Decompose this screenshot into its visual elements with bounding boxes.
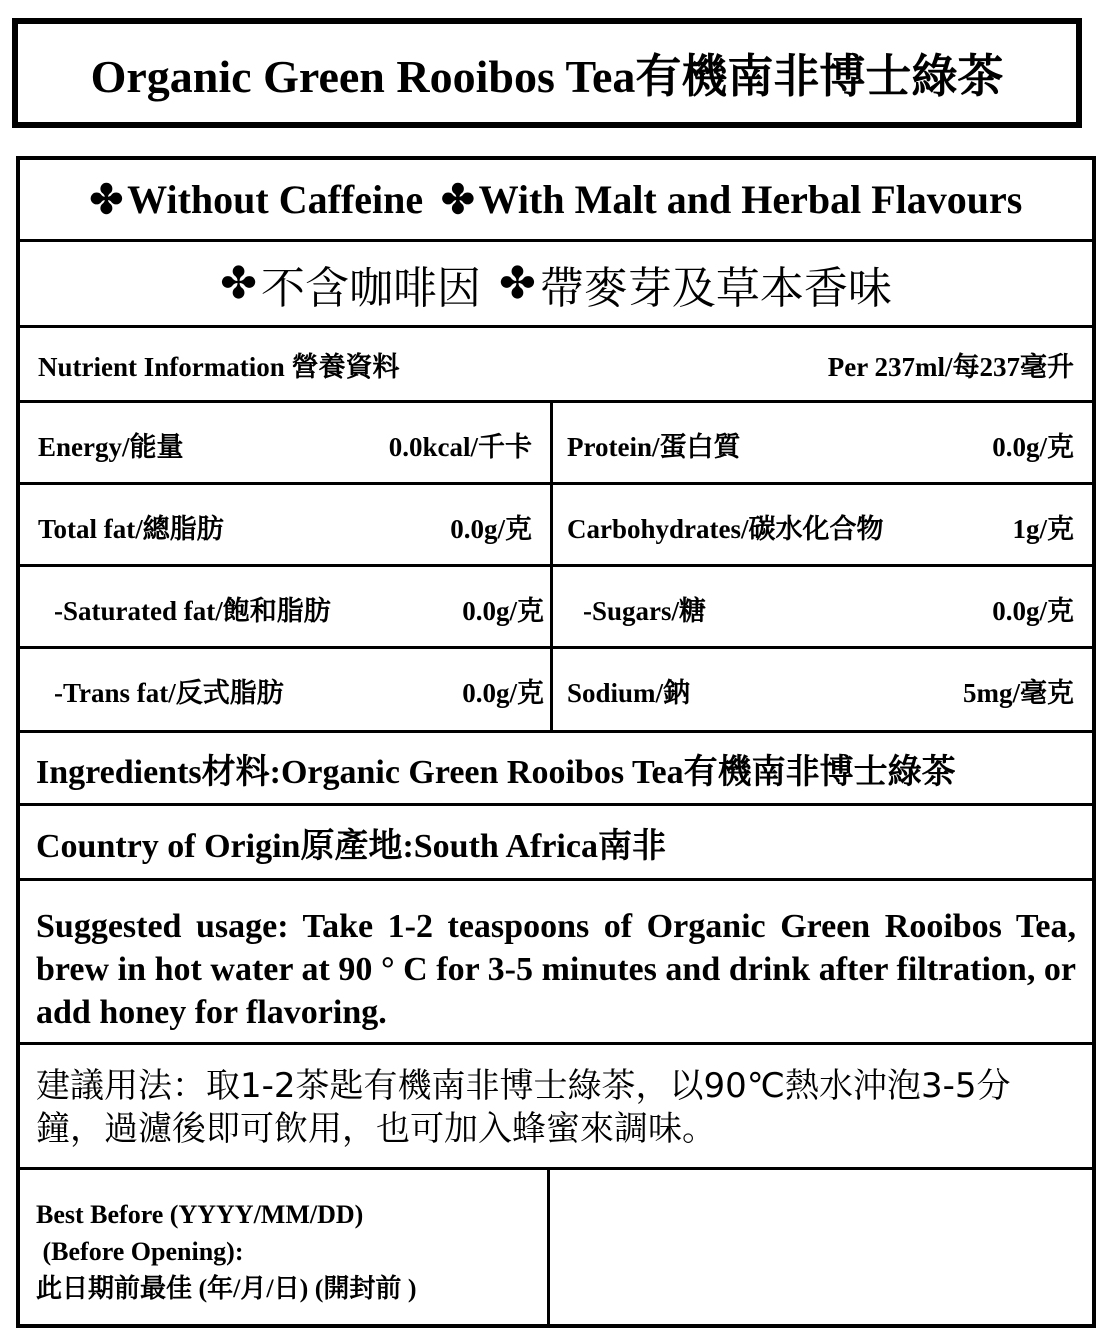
clover-icon: ✤	[499, 258, 536, 309]
clover-icon: ✤	[220, 258, 257, 309]
nutrient-label: Total fat/總脂肪	[38, 513, 224, 544]
nutrient-value: 0.0g/克	[992, 595, 1074, 626]
nutrient-value: 0.0g/克	[450, 513, 532, 544]
best-before-line: 此日期前最佳 (年/月/日) (開封前 )	[36, 1274, 417, 1303]
best-before-value	[553, 1170, 1092, 1324]
best-before	[20, 1170, 1092, 1324]
best-before-line: Best Before (YYYY/MM/DD)	[36, 1200, 364, 1229]
nutrient-energy	[20, 403, 550, 485]
feature-flavours-en: With Malt and Herbal Flavours	[478, 177, 1023, 222]
features-chinese	[20, 242, 1092, 328]
ingredients: Ingredients材料:Organic Green Rooibos Tea有機南非博士綠茶	[20, 733, 1092, 806]
nutrient-label: -Saturated fat/飽和脂肪	[54, 595, 331, 626]
nutrient-value: 0.0kcal/千卡	[388, 431, 532, 462]
nutrient-value: 1g/克	[1012, 513, 1074, 544]
country-of-origin: Country of Origin原產地:South Africa南非	[20, 806, 1092, 881]
nutrient-carbohydrates	[553, 485, 1092, 567]
product-label	[16, 156, 1096, 1328]
clover-icon: ✤	[441, 177, 475, 222]
nutrient-saturated-fat	[20, 567, 550, 649]
suggested-usage-zh: 建議用法：取1-2茶匙有機南非博士綠茶，以90℃熱水沖泡3-5分鐘，過濾後即可飲用，也可加入蜂蜜來調味。	[20, 1045, 1092, 1170]
nutrition-table	[20, 403, 1092, 733]
feature-flavours-zh: 帶麥芽及草本香味	[539, 262, 892, 314]
nutrient-sodium	[553, 649, 1092, 731]
nutrient-value: 0.0g/克	[462, 677, 544, 708]
features-english	[20, 160, 1092, 242]
serving-size: Per 237ml/每237毫升	[827, 351, 1074, 382]
nutrient-value: 0.0g/克	[462, 595, 544, 626]
nutrient-trans-fat	[20, 649, 550, 731]
nutrient-total-fat	[20, 485, 550, 567]
feature-no-caffeine-zh: 不含咖啡因	[261, 262, 481, 314]
nutrient-label: -Trans fat/反式脂肪	[54, 677, 284, 708]
best-before-label	[20, 1170, 550, 1324]
best-before-line: (Before Opening):	[36, 1237, 244, 1266]
nutrient-label: -Sugars/糖	[583, 595, 707, 626]
nutrient-value: 0.0g/克	[992, 431, 1074, 462]
suggested-usage-en: Suggested usage: Take 1-2 teaspoons of Organic Green Rooibos Tea, brew in hot water at 90 ° C for 3-5 minutes and drink after filtration, or add honey for flavoring.	[20, 881, 1092, 1045]
nutrient-value: 5mg/毫克	[963, 677, 1074, 708]
feature-no-caffeine-en: Without Caffeine	[127, 177, 424, 222]
nutrition-header-label: Nutrient Information 營養資料	[38, 351, 400, 382]
nutrient-label: Carbohydrates/碳水化合物	[567, 513, 884, 544]
product-title: Organic Green Rooibos Tea有機南非博士綠茶	[90, 51, 1004, 102]
nutrient-protein	[553, 403, 1092, 485]
nutrient-label: Protein/蛋白質	[567, 431, 741, 462]
nutrient-label: Energy/能量	[38, 431, 184, 462]
nutrition-header	[20, 328, 1092, 403]
nutrient-label: Sodium/鈉	[567, 677, 691, 708]
title-box	[12, 18, 1082, 128]
nutrient-sugars	[553, 567, 1092, 649]
clover-icon: ✤	[89, 177, 124, 222]
